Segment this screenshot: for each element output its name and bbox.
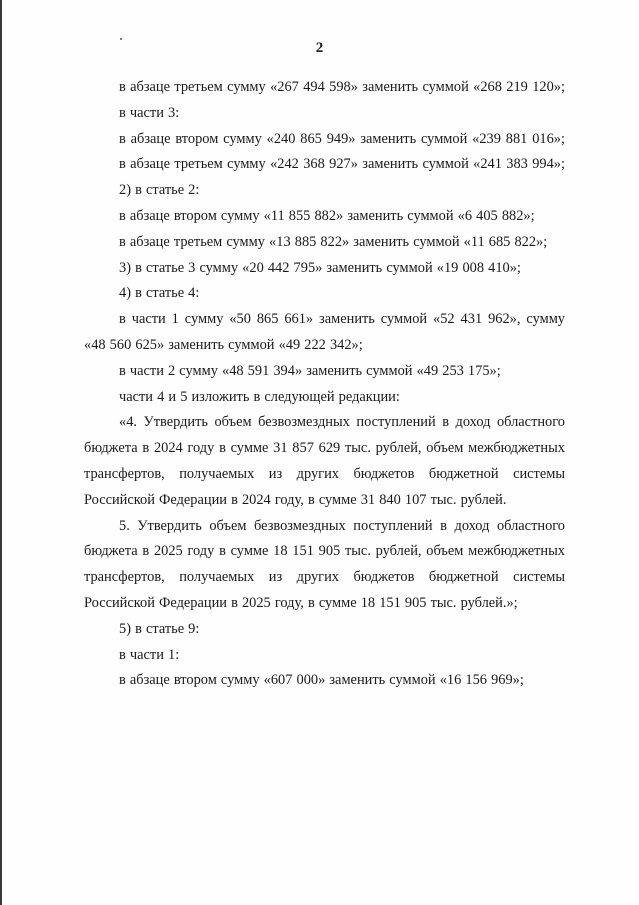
page-number: 2	[315, 40, 324, 56]
paragraph: в абзаце третьем сумму «13 885 822» заменить суммой «11 685 822»;	[119, 233, 548, 250]
scan-edge	[0, 0, 2, 905]
document-body	[84, 75, 565, 694]
paragraph: в абзаце втором сумму «240 865 949» заменить суммой «239 881 016»;	[119, 130, 565, 147]
paragraph: 5. Утвердить объем безвозмездных поступлений в доход областного бюджета в 2025 году в сумме 18 151 905 тыс. рублей, объем межбюджетных трансфертов, получаемых из других бюджетов бюджетной системы Российской Федерации в 2025 году, в сумме 18 151 905 тыс. рублей.»;	[84, 517, 565, 611]
paragraph: 4) в статье 4:	[119, 285, 200, 302]
paragraph: в части 2 сумму «48 591 394» заменить суммой «49 253 175»;	[119, 362, 501, 379]
paragraph: в абзаце втором сумму «11 855 882» заменить суммой «6 405 882»;	[119, 207, 535, 224]
paragraph: «4. Утвердить объем безвозмездных поступлений в доход областного бюджета в 2024 году в сумме 31 857 629 тыс. рублей, объем межбюджетных трансфертов, получаемых из других бюджетов бюджетной системы Российской Федерации в 2024 году, в сумме 31 840 107 тыс. рублей.	[84, 414, 565, 508]
paragraph: части 4 и 5 изложить в следующей редакции:	[119, 388, 400, 405]
paragraph: в части 3:	[119, 104, 180, 121]
paragraph: в части 1:	[119, 646, 180, 663]
paragraph: в абзаце втором сумму «607 000» заменить суммой «16 156 969»;	[119, 672, 524, 689]
paragraph: в части 1 сумму «50 865 661» заменить суммой «52 431 962», сумму «48 560 625» заменить суммой «49 222 342»;	[84, 311, 565, 353]
paragraph: 2) в статье 2:	[119, 182, 200, 199]
paragraph: в абзаце третьем сумму «267 494 598» заменить суммой «268 219 120»;	[119, 79, 565, 95]
paragraph: 5) в статье 9:	[119, 620, 200, 637]
paragraph: 3) в статье 3 сумму «20 442 795» заменить суммой «19 008 410»;	[119, 259, 521, 276]
paragraph: в абзаце третьем сумму «242 368 927» заменить суммой «241 383 994»;	[119, 156, 565, 173]
